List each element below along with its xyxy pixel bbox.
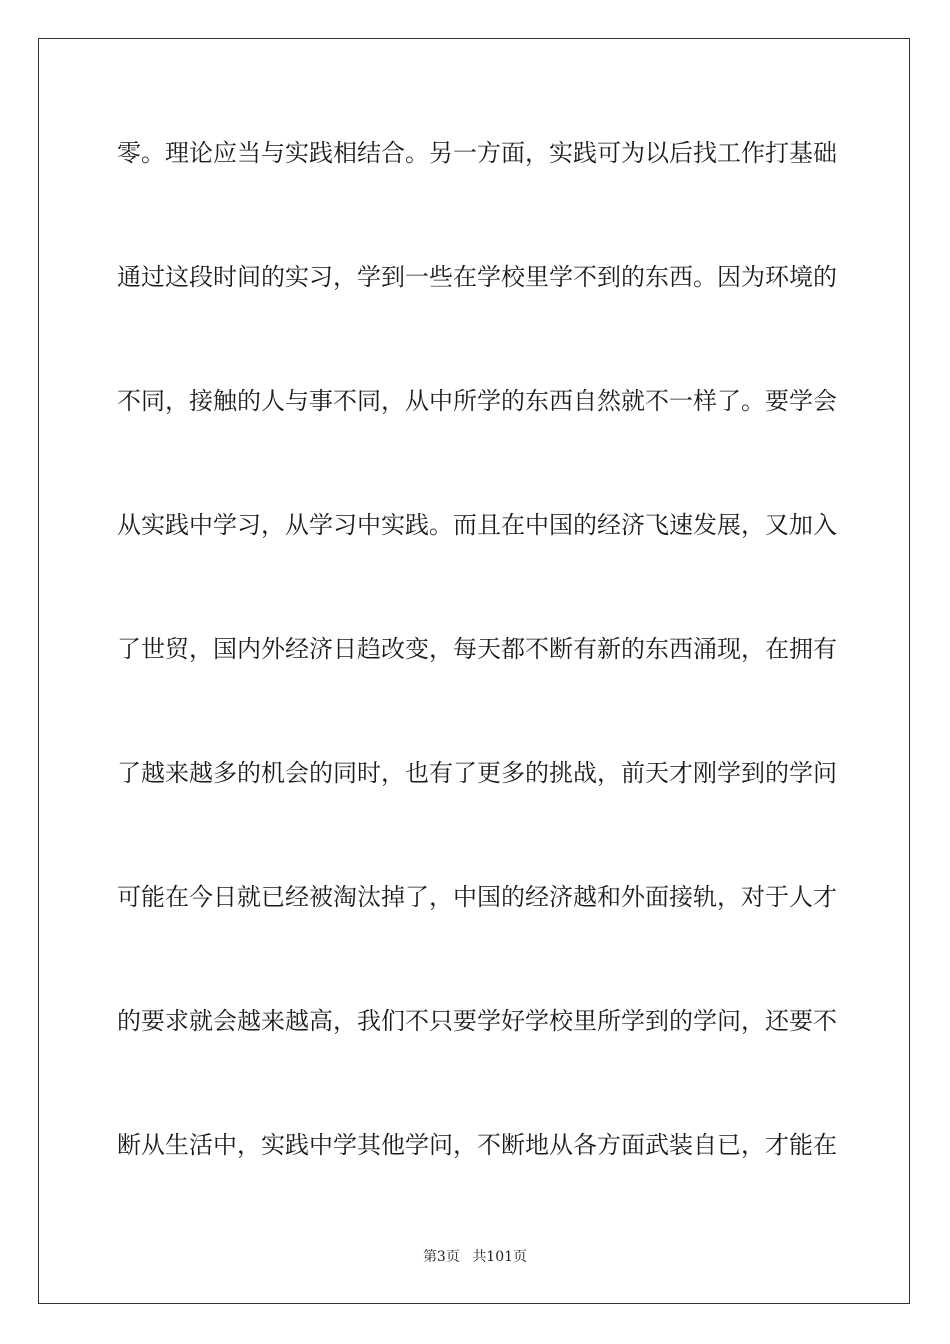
body-text-line: 断从生活中，实践中学其他学问，不断地从各方面武装自已，才能在	[117, 1131, 837, 1159]
body-text-line: 的要求就会越来越高，我们不只要学好学校里所学到的学问，还要不	[117, 1007, 837, 1035]
body-text-line: 不同，接触的人与事不同，从中所学的东西自然就不一样了。要学会	[117, 387, 837, 415]
body-text-line: 了越来越多的机会的同时，也有了更多的挑战，前天才刚学到的学问	[117, 759, 837, 787]
total-pages: 共101页	[472, 1249, 528, 1265]
page-number: 第3页	[422, 1249, 460, 1265]
page-border	[38, 38, 910, 1304]
body-text-line: 零。理论应当与实践相结合。另一方面，实践可为以后找工作打基础	[117, 139, 837, 167]
page-footer	[0, 1246, 950, 1266]
body-text-line: 可能在今日就已经被淘汰掉了，中国的经济越和外面接轨，对于人才	[117, 883, 837, 911]
body-text-line: 了世贸，国内外经济日趋改变，每天都不断有新的东西涌现，在拥有	[117, 635, 837, 663]
body-text-line: 通过这段时间的实习，学到一些在学校里学不到的东西。因为环境的	[117, 263, 837, 291]
body-text-line: 从实践中学习，从学习中实践。而且在中国的经济飞速发展，又加入	[117, 511, 837, 539]
